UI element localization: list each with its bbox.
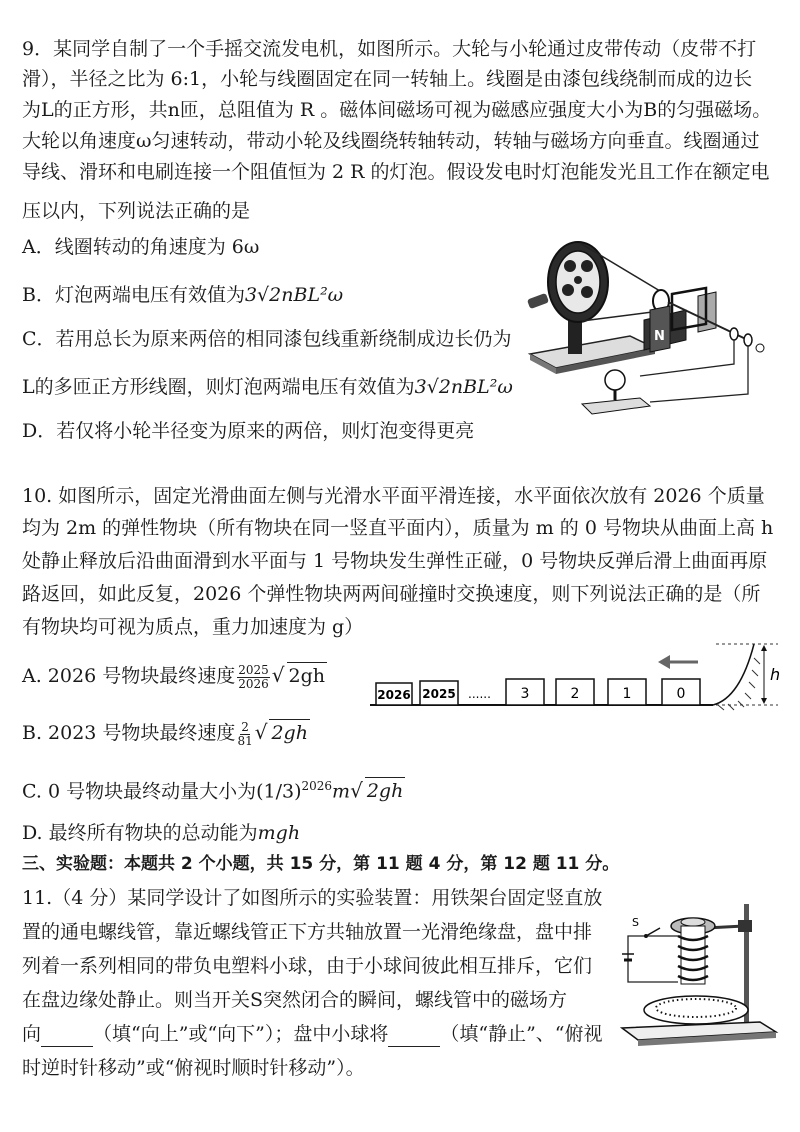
q10-option-d	[22, 820, 300, 846]
q9-stem-line-1: 9．某同学自制了一个手摇交流发电机，如图所示。大轮与小轮通过皮带传动（皮带不打	[22, 38, 757, 60]
q10-option-b-numerator: 2	[241, 719, 249, 734]
block-1	[608, 679, 646, 705]
block-3	[506, 679, 544, 705]
bulb	[605, 370, 625, 390]
q9-option-b	[22, 282, 343, 308]
circuit-wire	[628, 936, 678, 982]
clamp	[738, 920, 752, 932]
q9-option-c-line-2	[22, 374, 513, 400]
magnet-label: N	[654, 329, 665, 344]
svg-text:1: 1	[622, 686, 632, 702]
q10-option-b-fraction	[237, 721, 252, 748]
switch	[646, 928, 660, 936]
q10-option-c-sqrt: 2gh	[365, 777, 406, 804]
q10-option-d-text: D. 最终所有物块的总动能为	[22, 822, 258, 844]
svg-text:3: 3	[520, 686, 530, 702]
q9-stem-line-2: 滑），半径之比为 6:1，小轮与线圈固定在同一转轴上。线圈是由漆包线绕制而成的边长	[22, 68, 753, 90]
block-ellipsis: ......	[468, 687, 491, 701]
slip-ring-2	[744, 334, 752, 346]
q11-line-6: 时逆时针移动”或“俯视时顺时针移动”）。	[22, 1057, 365, 1079]
q10-option-a-sqrt: 2gh	[287, 662, 328, 689]
q11-line-5	[22, 1021, 603, 1047]
svg-text:0: 0	[676, 686, 686, 702]
wire-2	[650, 346, 748, 402]
q11-line-5-start: 向	[22, 1023, 42, 1045]
switch-label: S	[632, 916, 639, 929]
q10-option-b-sqrt: 2gh	[269, 719, 310, 746]
q10-option-a-denominator: 2026	[238, 676, 269, 691]
section-3-heading: 三、实验题：本题共 2 个小题，共 15 分，第 11 题 4 分，第 12 题 11 分。	[22, 854, 620, 874]
block-2026	[376, 683, 412, 705]
answer-blank-1[interactable]	[41, 1028, 93, 1047]
block-2025	[420, 681, 458, 705]
q9-stem-line-4: 大轮以角速度ω匀速转动，带动小轮及线圈绕转轴转动，转轴与磁场方向垂直。线圈通过	[22, 130, 760, 152]
q10-stem-line-1: 10. 如图所示，固定光滑曲面左侧与光滑水平面平滑连接，水平面依次放有 2026 个质量	[22, 485, 765, 507]
q9-stem-line-3: 为L的正方形，共n匝，总阻值为 R 。磁体间磁场可视为磁感应强度大小为B的匀强磁场。	[22, 99, 772, 121]
q10-option-c: C. 0 号物块最终动量大小为$(1/3)^{2026}m√$ 2gh	[22, 778, 404, 803]
q9-option-c-line-1: C．若用总长为原来两倍的相同漆包线重新绕制成边长仍为	[22, 328, 512, 350]
q9-stem-line-6: 压以内，下列说法正确的是	[22, 200, 251, 222]
q10-option-d-formula: mgh	[257, 822, 301, 844]
block-0	[662, 679, 700, 705]
q10-option-b: B. 2023 号物块最终速度 $\frac{2}{81}$ √ 2gh	[22, 719, 308, 748]
q11-line-2: 置的通电螺线管，靠近螺线管正下方共轴放置一光滑绝缘盘，盘中排	[22, 921, 593, 943]
bulb-base	[582, 398, 650, 414]
q10-option-c-text: C. 0 号物块最终动量大小为	[22, 780, 257, 803]
q10-option-a: A. 2026 号物块最终速度 $\frac{2025}{2026}$ √ 2gh	[22, 662, 325, 691]
q9-option-d: D．若仅将小轮半径变为原来的两倍，则灯泡变得更亮	[22, 420, 475, 442]
q10-option-c-base: (1/3)	[256, 780, 302, 803]
q10-option-a-text: A. 2026 号物块最终速度	[22, 665, 236, 687]
q11-line-5-end: （填“静止”、“俯视	[440, 1023, 603, 1045]
q9-option-b-text: B．灯泡两端电压有效值为	[22, 284, 245, 306]
q11-line-3: 列着一系列相同的带负电塑料小球，由于小球间彼此相互排斥，它们	[22, 955, 593, 977]
q10-option-b-denominator: 81	[237, 733, 253, 748]
q11-line-4: 在盘边缘处静止。则当开关S突然闭合的瞬间，螺线管中的磁场方	[22, 989, 568, 1011]
generator-figure	[520, 236, 778, 422]
solenoid-figure	[610, 900, 782, 1048]
solenoid-body	[681, 926, 705, 984]
blocks-figure	[368, 638, 782, 718]
q10-option-c-exponent: 2026	[301, 779, 333, 793]
q10-stem-line-4: 路返回，如此反复，2026 个弹性物块两两间碰撞时交换速度，则下列说法正确的是（所	[22, 583, 761, 605]
q9-option-b-formula: 3√2nBL²ω	[244, 284, 344, 306]
svg-text:2: 2	[570, 686, 580, 702]
q10-option-c-mass: m	[332, 780, 351, 803]
q10-option-a-numerator: 2025	[238, 662, 269, 677]
svg-text:2026: 2026	[377, 688, 411, 702]
height-label: h	[770, 665, 781, 684]
q9-option-c-text: L的多匝正方形线圈，则灯泡两端电压有效值为	[22, 376, 415, 398]
block-2	[556, 679, 594, 705]
q9-option-c-formula: 3√2nBL²ω	[414, 376, 513, 398]
q11-line-5-middle: （填“向上”或“向下”）；盘中小球将	[93, 1023, 389, 1045]
crank-handle	[527, 293, 549, 309]
slip-ring-1	[730, 328, 738, 340]
q10-stem-line-3: 处静止释放后沿曲面滑到水平面与 1 号物块发生弹性正碰，0 号物块反弹后滑上曲面再原	[22, 550, 768, 572]
svg-text:2025: 2025	[422, 687, 456, 701]
q9-stem-line-5: 导线、滑环和电刷连接一个阻值恒为 2 R 的灯泡。假设发电时灯泡能发光且工作在额定电	[22, 161, 770, 183]
q11-line-1: 11.（4 分）某同学设计了如图所示的实验装置：用铁架台固定竖直放	[22, 887, 603, 909]
q10-stem-line-5: 有物块均可视为质点，重力加速度为 g）	[22, 616, 364, 638]
q10-stem-line-2: 均为 2m 的弹性物块（所有物块在同一竖直平面内），质量为 m 的 0 号物块从曲面上高 h	[22, 517, 774, 539]
answer-blank-2[interactable]	[388, 1028, 440, 1047]
q9-option-a: A．线圈转动的角速度为 6ω	[22, 236, 260, 258]
q10-option-b-text: B. 2023 号物块最终速度	[22, 722, 236, 744]
insulating-disc	[644, 996, 748, 1024]
q10-option-a-fraction	[237, 664, 270, 691]
